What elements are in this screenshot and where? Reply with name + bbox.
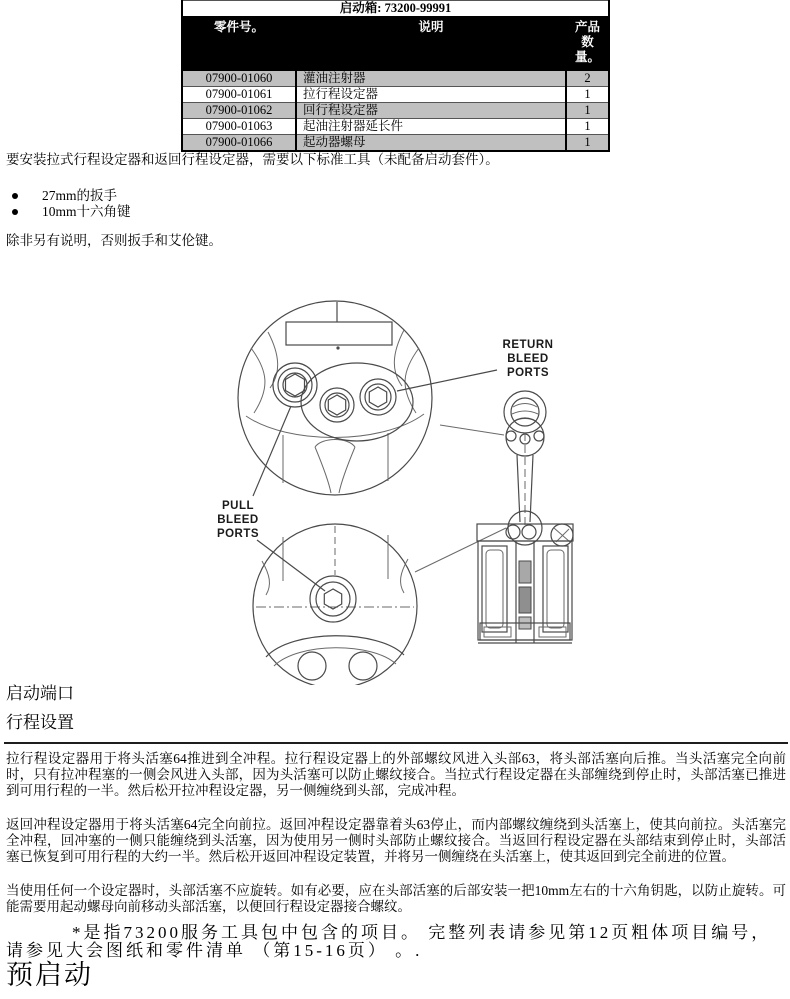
description-cell: 起动器螺母 — [296, 135, 566, 152]
heading-start-ports: 启动端口 — [6, 684, 74, 703]
label-line: BLEED — [507, 353, 549, 365]
detail-link-line — [440, 425, 504, 435]
pull-bleed-port-bolt — [310, 576, 356, 622]
col-header-part-number: 零件号。 — [182, 17, 296, 70]
bullet-icon — [12, 193, 18, 199]
quantity-cell: 2 — [566, 70, 609, 87]
pull-bleed-port-bolt — [273, 363, 317, 407]
list-item — [12, 188, 117, 203]
list-item — [12, 204, 131, 219]
description-cell: 起油注射器延长件 — [296, 119, 566, 135]
quantity-cell: 1 — [566, 103, 609, 119]
col-header-quantity: 产品数量。 — [566, 17, 609, 70]
heading-pre-start: 预启动 — [6, 960, 93, 990]
paragraph-return-stroke-setter: 返回冲程设定器用于将头活塞64完全向前拉。返回冲程设定器靠着头63停止，而内部螺纹缠绕到头活塞上，使其向前拉。头活塞完全冲程，回冲塞的一侧只能缠绕到头活塞，因为使用另一侧时头部防止螺纹接合。当返回行程设定器在头部结束到停止时，头部活塞已恢复到可用行程的大约一半。然后松开返回冲程设定装置，并将另一侧缠绕在头活塞上，使其返回到完全前进的位置。 — [6, 817, 786, 865]
bottom-detail-view — [253, 524, 417, 685]
col-header-description: 说明 — [296, 17, 566, 70]
return-bleed-port-bolt — [360, 379, 396, 415]
tools-note-paragraph: 除非另有说明，否则扳手和艾伦键。 — [6, 233, 222, 248]
table-row — [182, 87, 609, 103]
return-bleed-ports-label — [397, 339, 553, 391]
quantity-cell: 1 — [566, 87, 609, 103]
description-cell: 回行程设定器 — [296, 103, 566, 119]
label-line: BLEED — [217, 514, 259, 526]
heading-stroke-setting: 行程设置 — [6, 713, 74, 732]
paragraph-pull-stroke-setter: 拉行程设定器用于将头活塞64推进到全冲程。拉行程设定器上的外部螺纹风进入头部63，将头部活塞向后推。当头活塞完全向前时，只有拉冲程塞的一侧会风进入头部，因为头活塞可以防止螺纹接合。当拉式行程设定器在头部缠绕到停止时，头部活塞已推进到可用行程的一半。然后松开拉冲程设定器，另一侧缠绕到头部，完成冲程。 — [6, 751, 786, 799]
bleed-ports-diagram — [0, 285, 790, 685]
label-line: PORTS — [216, 528, 260, 540]
leader-line — [257, 540, 325, 591]
part-number-cell: 07900-01063 — [182, 119, 296, 135]
label-line: PORTS — [506, 367, 550, 379]
bullet-icon — [12, 209, 18, 215]
pull-bleed-ports-label — [217, 406, 325, 591]
table-row — [182, 135, 609, 152]
paragraph-caution: 当使用任何一个设定器时，头部活塞不应旋转。如有必要，应在头部活塞的后部安装一把10mm左右的十六角钥匙，以防止旋转。可能需要用起动螺母向前移动头部活塞，以便回行程设定器接合螺纹。 — [6, 883, 786, 915]
bullet-item-label: 10mm十六角键 — [42, 204, 131, 219]
section-divider — [4, 742, 788, 744]
part-number-cell: 07900-01060 — [182, 70, 296, 87]
leader-line — [397, 370, 497, 391]
description-cell: 拉行程设定器 — [296, 87, 566, 103]
tool-drawing — [477, 391, 573, 643]
quantity-cell: 1 — [566, 135, 609, 152]
table-caption-row — [182, 1, 609, 18]
table-row — [182, 119, 609, 135]
table-header-row — [182, 17, 609, 70]
leader-line — [253, 406, 291, 496]
description-cell: 灌油注射器 — [296, 70, 566, 87]
label-line: RETURN — [502, 339, 554, 351]
top-detail-view — [238, 301, 432, 495]
table-row — [182, 70, 609, 87]
part-number-cell: 07900-01066 — [182, 135, 296, 152]
tools-intro-paragraph: 要安装拉式行程设定器和返回行程设定器，需要以下标准工具（未配备启动套件）。 — [6, 152, 499, 167]
asterisk-footnote: *是指73200服务工具包中包含的项目。 完整列表请参见第12页粗体项目编号， 请参见大会图纸和零件清单 （第15-16页） 。. — [6, 923, 772, 960]
part-number-cell: 07900-01062 — [182, 103, 296, 119]
quantity-cell: 1 — [566, 119, 609, 135]
label-line: PULL — [221, 500, 255, 512]
table-row — [182, 103, 609, 119]
part-number-cell: 07900-01061 — [182, 87, 296, 103]
table-caption: 启动箱: 73200-99991 — [182, 1, 609, 18]
bullet-item-label: 27mm的扳手 — [42, 188, 118, 203]
parts-table — [181, 0, 610, 152]
return-bleed-port-bolt — [320, 388, 354, 422]
